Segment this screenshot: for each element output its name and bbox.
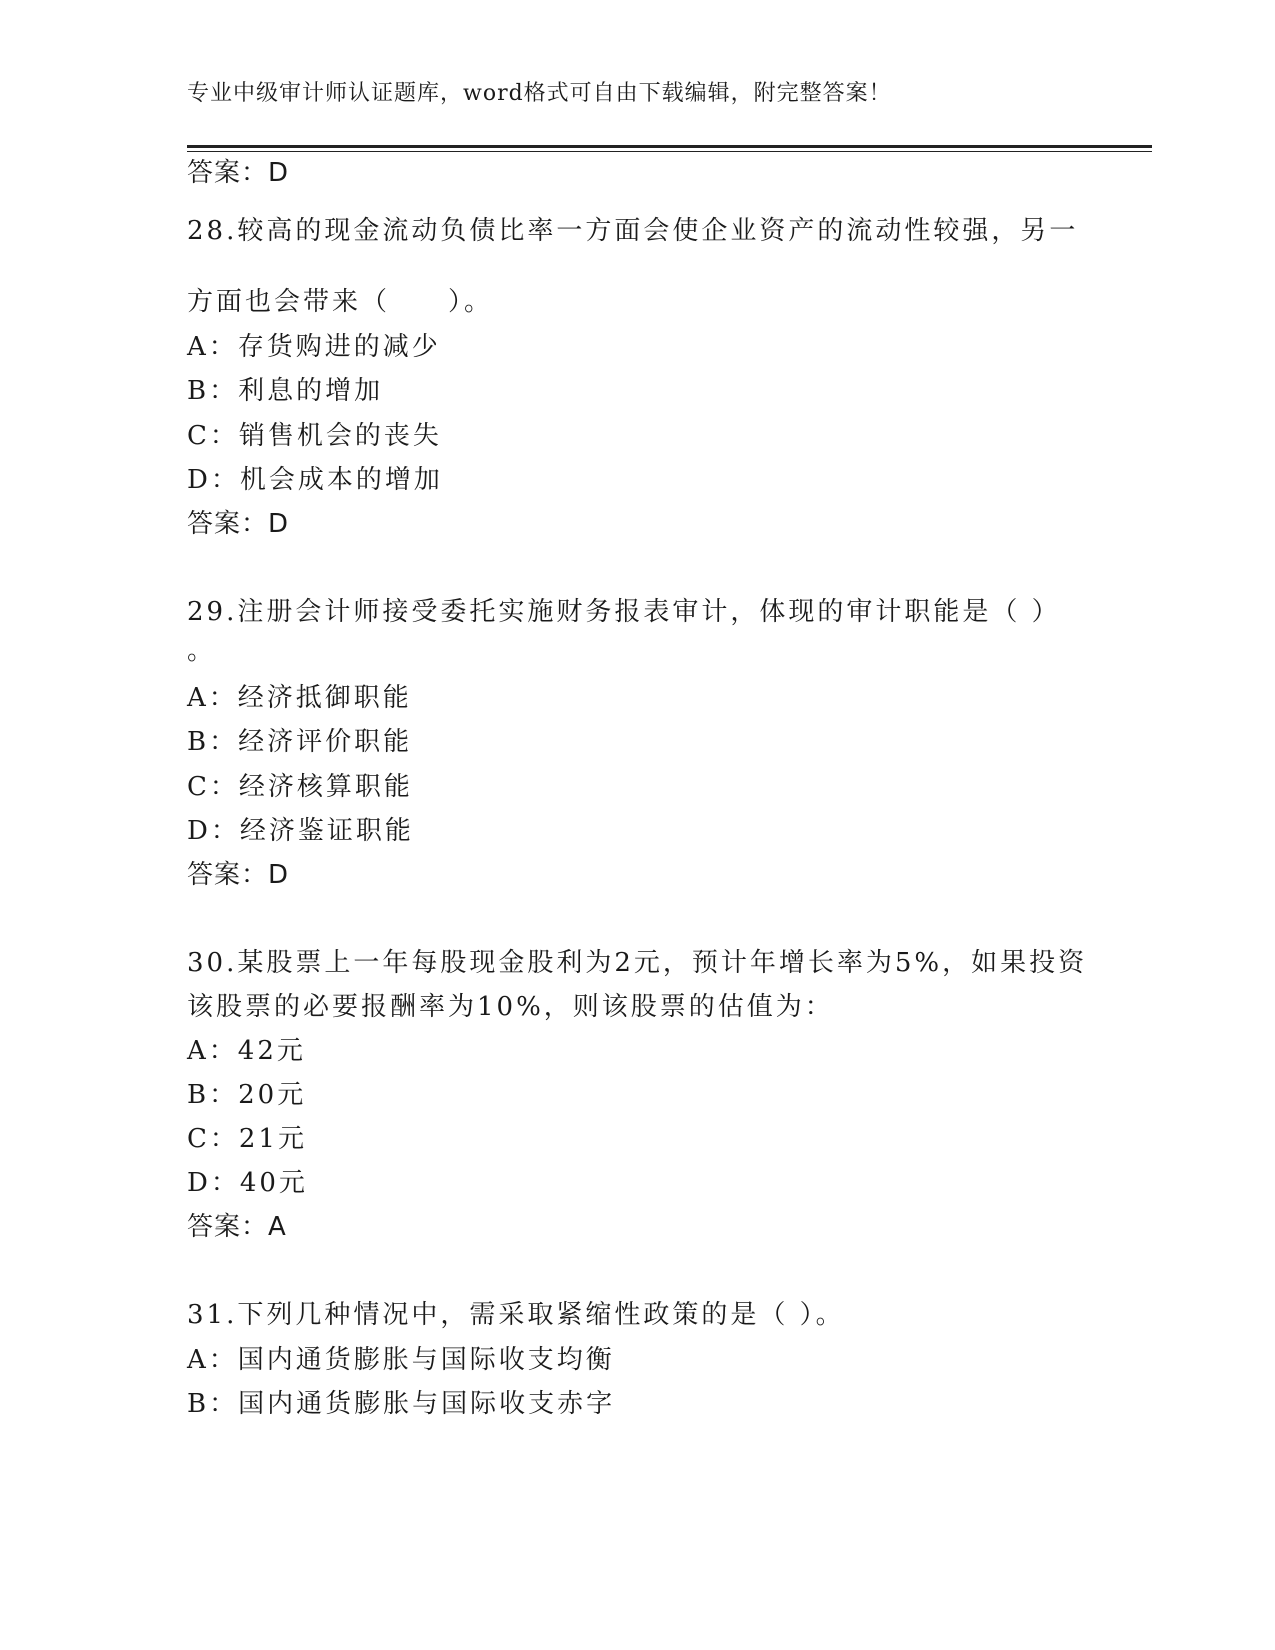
question-30-stem-line-1: 30.某股票上一年每股现金股利为2元，预计年增长率为5%，如果投资 — [187, 948, 1088, 978]
page-header: 专业中级审计师认证题库，word格式可自由下载编辑，附完整答案！ — [187, 81, 892, 106]
question-28-stem-line-2: 方面也会带来（ ）。 — [187, 287, 494, 317]
header-rule-thick — [187, 145, 1152, 148]
question-29-option-d: D：经济鉴证职能 — [187, 816, 414, 846]
question-30-option-c: C：21元 — [187, 1124, 307, 1154]
question-28-option-c: C：销售机会的丧失 — [187, 421, 442, 451]
question-30-option-a: A：42元 — [187, 1036, 306, 1066]
question-28-option-b: B：利息的增加 — [187, 376, 384, 406]
question-28-option-d: D：机会成本的增加 — [187, 465, 443, 495]
question-30-option-b: B：20元 — [187, 1080, 307, 1110]
question-31-option-a: A：国内通货膨胀与国际收支均衡 — [187, 1345, 615, 1375]
question-29-answer: 答案：D — [187, 860, 290, 890]
question-28-option-a: A：存货购进的减少 — [187, 332, 441, 362]
question-29-option-c: C：经济核算职能 — [187, 772, 413, 802]
question-31-stem-line-1: 31.下列几种情况中，需采取紧缩性政策的是（ ）。 — [187, 1300, 845, 1330]
question-30-option-d: D：40元 — [187, 1168, 308, 1198]
question-29-stem-line-1: 29.注册会计师接受委托实施财务报表审计，体现的审计职能是（ ） — [187, 597, 1061, 627]
question-28-answer: 答案：D — [187, 509, 290, 539]
question-30-stem-line-2: 该股票的必要报酬率为10%，则该股票的估值为： — [187, 992, 834, 1022]
question-29-option-b: B：经济评价职能 — [187, 727, 413, 757]
question-31-option-b: B：国内通货膨胀与国际收支赤字 — [187, 1389, 616, 1419]
answer-line: 答案：D — [187, 158, 290, 188]
question-28-stem-line-1: 28.较高的现金流动负债比率一方面会使企业资产的流动性较强，另一 — [187, 216, 1079, 246]
question-29-stem-line-2: 。 — [187, 636, 217, 666]
question-30-answer: 答案：A — [187, 1212, 287, 1242]
header-rule-thin — [187, 151, 1152, 152]
question-29-option-a: A：经济抵御职能 — [187, 683, 412, 713]
